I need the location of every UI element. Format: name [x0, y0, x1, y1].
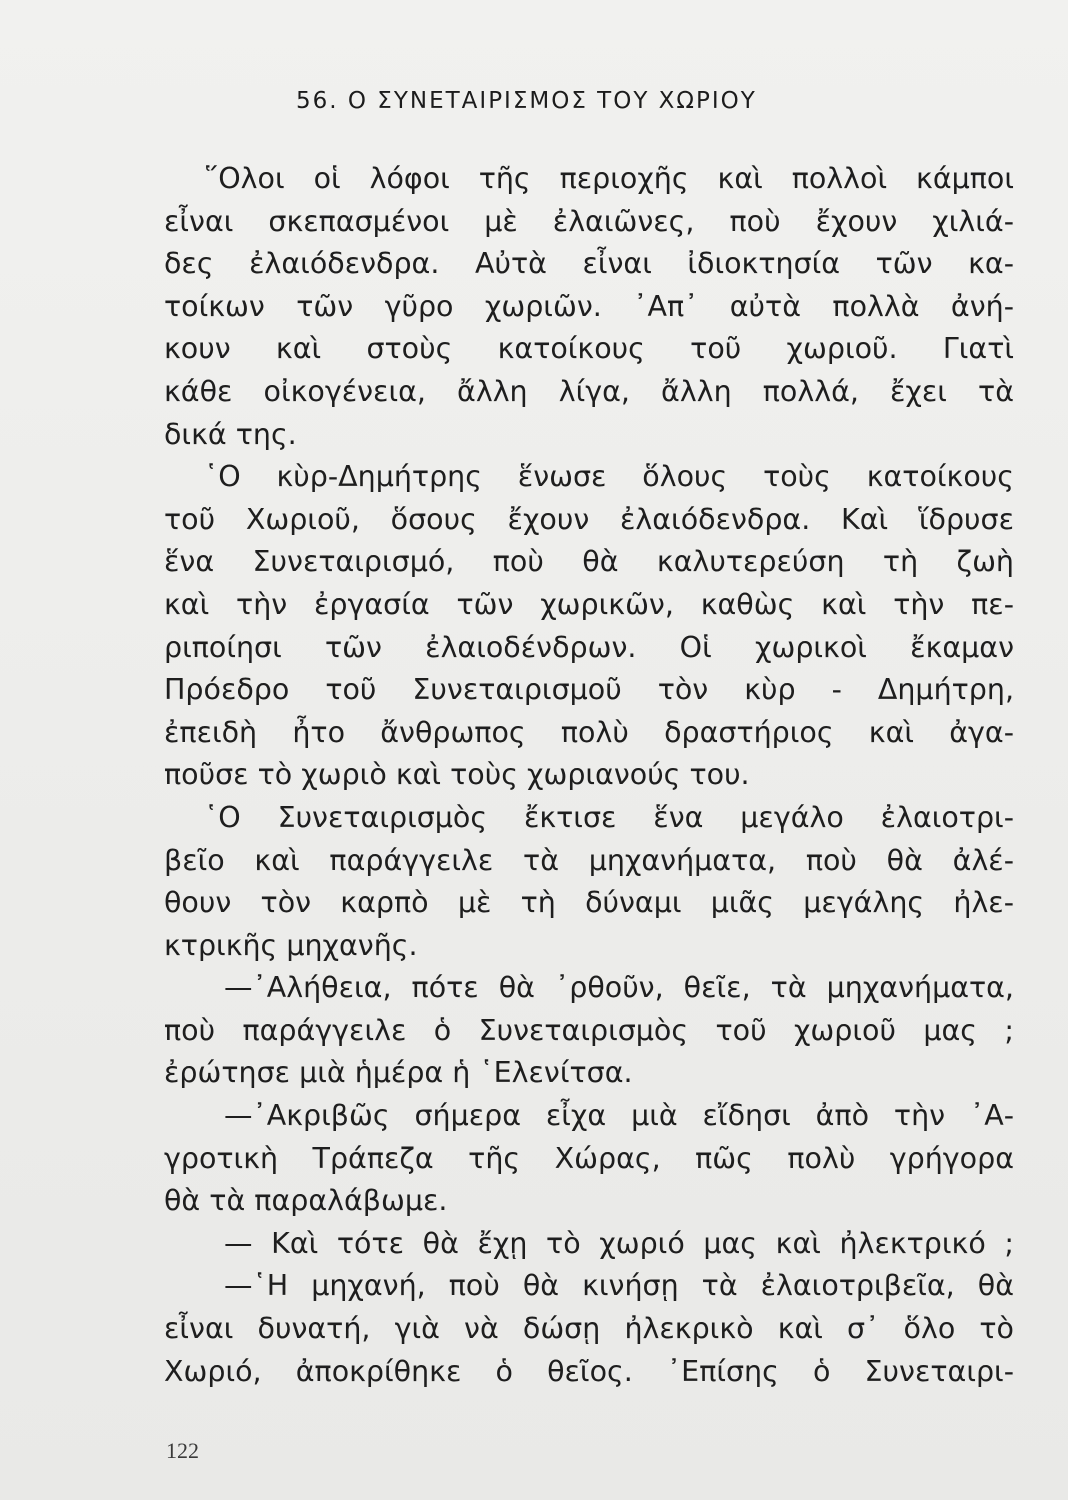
page-number: 122: [166, 1438, 199, 1463]
text-line: εἶναι σκεπασμένοι μὲ ἐλαιῶνες, ποὺ ἔχουν χιλιά-: [164, 204, 1014, 238]
body-text: [164, 158, 1014, 1393]
text-line: γροτικὴ Τράπεζα τῆς Χώρας, πῶς πολὺ γρήγορα: [164, 1141, 1014, 1175]
text-line: θὰ τὰ παραλάβωμε.: [164, 1184, 448, 1218]
text-line: κάθε οἰκογένεια, ἄλλη λίγα, ἄλλη πολλά, ἔχει τὰ: [164, 374, 1014, 408]
text-line: δες ἐλαιόδενδρα. Αὐτὰ εἶναι ἰδιοκτησία τῶν κα-: [164, 247, 1014, 281]
dialogue-line: —᾿Αλήθεια, πότε θὰ ᾿ρθοῦν, θεῖε, τὰ μηχανήματα,: [224, 971, 1014, 1005]
text-line: εἶναι δυνατή, γιὰ νὰ δώσῃ ἠλεκρικὸ καὶ σ᾿ ὅλο τὸ: [164, 1312, 1014, 1346]
text-line: ἐρώτησε μιὰ ἡμέρα ἡ ῾Ελενίτσα.: [164, 1056, 633, 1090]
text-line: ποῦσε τὸ χωριὸ καὶ τοὺς χωριανούς του.: [164, 758, 750, 792]
chapter-title: 56. Ο ΣΥΝΕΤΑΙΡΙΣΜΟΣ ΤΟΥ ΧΩΡΙΟΥ: [296, 88, 757, 114]
text-line: ῾Ο κὺρ-Δημήτρης ἕνωσε ὅλους τοὺς κατοίκους: [204, 460, 1014, 494]
text-line: Πρόεδρο τοῦ Συνεταιρισμοῦ τὸν κὺρ - Δημήτρη,: [164, 673, 1014, 707]
dialogue-line: —῾Η μηχανή, ποὺ θὰ κινήσῃ τὰ ἐλαιοτριβεῖα, θὰ: [224, 1269, 1014, 1303]
dialogue-line: —᾿Ακριβῶς σήμερα εἶχα μιὰ εἴδησι ἀπὸ τὴν ᾿Α-: [224, 1099, 1014, 1133]
dialogue-line: — Καὶ τότε θὰ ἔχῃ τὸ χωριό μας καὶ ἠλεκτρικό ;: [224, 1226, 1014, 1260]
text-line: δικά της.: [164, 417, 297, 451]
text-line: ῞Ολοι οἱ λόφοι τῆς περιοχῆς καὶ πολλοὶ κάμποι: [204, 162, 1014, 195]
text-line: κτρικῆς μηχανῆς.: [164, 928, 418, 962]
text-line: κουν καὶ στοὺς κατοίκους τοῦ χωριοῦ. Γιατὶ: [164, 332, 1014, 366]
text-line: βεῖο καὶ παράγγειλε τὰ μηχανήματα, ποὺ θὰ ἀλέ-: [164, 843, 1014, 877]
text-line: θουν τὸν καρπὸ μὲ τὴ δύναμι μιᾶς μεγάλης ἠλε-: [164, 886, 1014, 920]
text-line: Χωριό, ἀποκρίθηκε ὁ θεῖος. ᾿Επίσης ὁ Συνεταιρι-: [164, 1354, 1014, 1388]
text-line: τοῦ Χωριοῦ, ὅσους ἔχουν ἐλαιόδενδρα. Καὶ ἵδρυσε: [164, 502, 1014, 536]
text-line: ποὺ παράγγειλε ὁ Συνεταιρισμὸς τοῦ χωριοῦ μας ;: [164, 1013, 1014, 1047]
text-line: τοίκων τῶν γῦρο χωριῶν. ᾿Απ᾿ αὐτὰ πολλὰ ἀνή-: [164, 289, 1014, 323]
text-line: ῾Ο Συνεταιρισμὸς ἔκτισε ἕνα μεγάλο ἐλαιοτρι-: [204, 800, 1014, 834]
text-line: ριποίησι τῶν ἐλαιοδένδρων. Οἱ χωρικοὶ ἔκαμαν: [164, 630, 1014, 664]
text-line: ἕνα Συνεταιρισμό, ποὺ θὰ καλυτερεύση τὴ ζωὴ: [164, 545, 1014, 579]
text-line: ἐπειδὴ ἦτο ἄνθρωπος πολὺ δραστήριος καὶ ἀγα-: [164, 715, 1014, 749]
text-line: καὶ τὴν ἐργασία τῶν χωρικῶν, καθὼς καὶ τὴν πε-: [164, 587, 1014, 621]
